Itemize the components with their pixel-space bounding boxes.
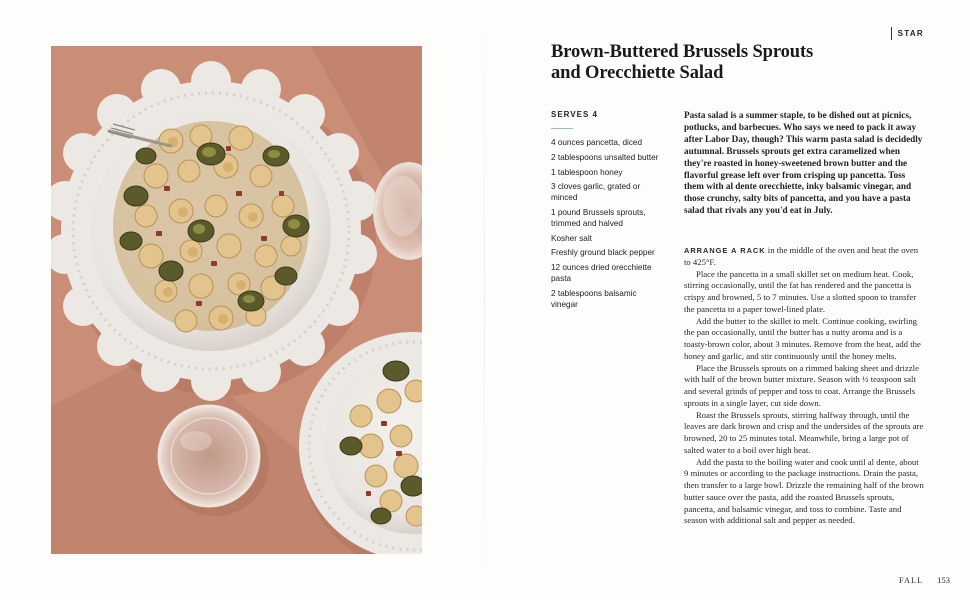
method-step xyxy=(684,245,924,269)
serves-label: SERVES 4 xyxy=(551,110,598,119)
recipe-title xyxy=(551,42,881,84)
method-step: Add the butter to the skillet to melt. Continue cooking, swirling the pan occasionally, until the butter has a nutty aroma and is a toasty-brown color, about 3 minutes. Remove from the heat, add the honey and garlic, and stir continuously until the honey melts. xyxy=(684,315,921,361)
recipe-intro: Pasta salad is a summer staple, to be dished out at picnics, potlucks, and barbecues. Who says we need to pack it away after Labor Day, though? This warm pasta salad is decidedly autumnal. Brussels sprouts get extra caramelized when they're roasted in honey-sweetened brown butter and the flavorful grease left over from crisping up pancetta. Toss them with al dente orecchiette, inky balsamic vinegar, and those crunchy, salty bits of pancetta, and you have a pasta salad that rivals any you'd eat in July. xyxy=(684,110,923,216)
method-step: Add the pasta to the boiling water and cook until al dente, about 9 minutes or according to the package instructions. Drain the pasta, then transfer to a large bowl. Drizzle the remaining half of the brown butter sauce over the pasta, add the roasted Brussels sprouts, pancetta, and balsamic vinegar, and toss to combine. Taste and season with additional salt and pepper as needed. xyxy=(684,456,924,526)
ingredients-list xyxy=(551,110,661,314)
method-step-text: in the middle of the oven and heat the oven to 425°F. xyxy=(684,245,919,267)
recipe-title-line-2: and Orecchiette Salad xyxy=(551,63,724,83)
page-number: 153 xyxy=(937,575,950,585)
recipe-method xyxy=(684,245,924,527)
pasta-main xyxy=(113,121,309,332)
ingredient-item: 12 ounces dried orecchiette pasta xyxy=(551,263,652,283)
ingredient-item: 1 pound Brussels sprouts, trimmed and halved xyxy=(551,207,646,228)
ingredient-item: 4 ounces pancetta, diced xyxy=(551,138,643,147)
page-footer xyxy=(899,575,950,585)
recipe-photo xyxy=(51,46,422,554)
method-lead-in: ARRANGE A RACK xyxy=(684,246,766,255)
method-step: Place the pancetta in a small skillet set on medium heat. Cook, stirring occasionally, until the fat has rendered and the pancetta is crispy and browned, 5 to 7 minutes. Use a slotted spoon to transfer the pancetta to a paper towel-lined plate. xyxy=(684,268,917,314)
ingredient-item: 2 tablespoons unsalted butter xyxy=(551,152,659,162)
ingredient-item: 3 cloves garlic, grated or minced xyxy=(551,182,641,203)
ingredient-item: 2 tablespoons balsamic vinegar xyxy=(551,288,637,309)
ingredient-item: 1 tablespoon honey xyxy=(551,167,623,177)
section-tag-divider xyxy=(891,27,892,40)
ingredient-item: Kosher salt xyxy=(551,233,592,243)
method-step: Place the Brussels sprouts on a rimmed baking sheet and drizzle with half of the brown butter mixture. Season with ½ teaspoon salt and several grinds of pepper and toss to coat. Arrange the Brussels sprouts in a single layer, cut side down. xyxy=(684,362,919,408)
footer-section: FALL xyxy=(899,576,924,585)
method-step: Roast the Brussels sprouts, stirring halfway through, until the leaves are dark brown and crisp and the undersides of the sprouts are browned, 20 to 25 minutes total. Meanwhile, bring a large pot of salted water to a boil over high heat. xyxy=(684,409,924,455)
page-gutter xyxy=(484,0,485,600)
section-tag xyxy=(891,27,924,40)
ingredient-item: Freshly ground black pepper xyxy=(551,248,655,258)
recipe-title-line-1: Brown-Buttered Brussels Sprouts xyxy=(551,42,814,62)
section-tag-label: STAR xyxy=(897,29,924,38)
serves-divider xyxy=(551,128,573,129)
